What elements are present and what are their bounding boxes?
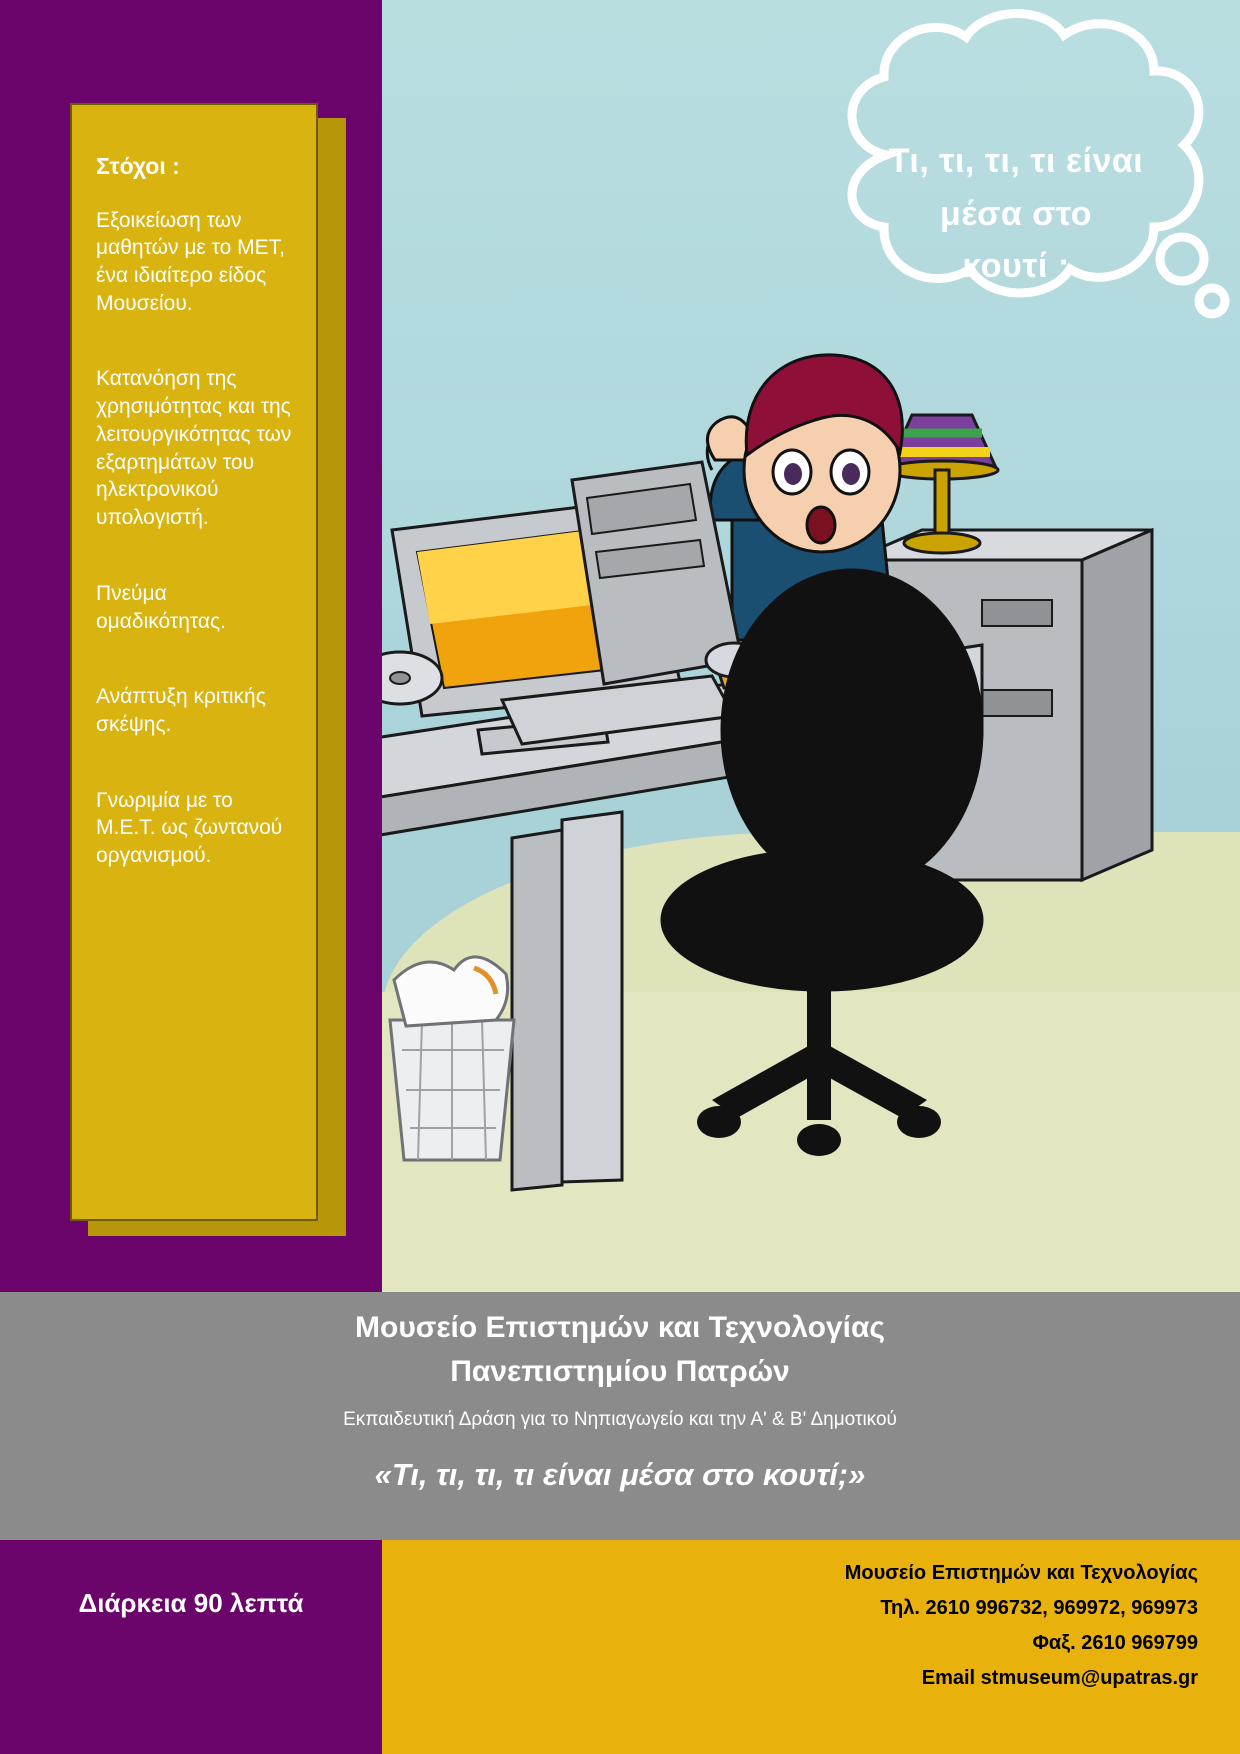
thought-bubble — [782, 5, 1240, 395]
contact-line: Φαξ. 2610 969799 — [1032, 1632, 1198, 1654]
goals-box — [70, 103, 318, 1221]
goals-item: Γνωριμία με το Μ.Ε.Τ. ως ζωντανού οργανισμού. — [96, 788, 283, 868]
title-banner — [0, 1292, 1240, 1540]
illustration-scene — [382, 0, 1240, 1292]
goals-title: Στόχοι : — [96, 153, 180, 179]
goals-item: Εξοικείωση των μαθητών με το ΜΕΤ, ένα ιδιαίτερο είδος Μουσείου. — [96, 208, 285, 315]
banner-title-line1: Μουσείο Επιστημών και Τεχνολογίας — [355, 1311, 885, 1344]
bubble-line-3: κουτί ; — [962, 247, 1070, 286]
wastebasket-icon — [390, 957, 514, 1160]
thought-bubble-text — [782, 135, 1240, 293]
footer-duration-panel — [0, 1540, 382, 1754]
contact-line: Μουσείο Επιστημών και Τεχνολογίας — [844, 1562, 1198, 1584]
goals-item: Ανάπτυξη κριτικής σκέψης. — [96, 685, 266, 736]
bubble-line-1: Τι, τι, τι, τι είναι — [888, 142, 1144, 180]
banner-quote: «Τι, τι, τι, τι είναι μέσα στο κουτί;» — [374, 1457, 866, 1492]
footer-contact-panel — [382, 1540, 1240, 1754]
bubble-line-2: μέσα στο — [939, 194, 1092, 233]
banner-title-line2: Πανεπιστημίου Πατρών — [450, 1354, 790, 1388]
contact-line: Email stmuseum@upatras.gr — [921, 1667, 1198, 1689]
banner-subtitle: Εκπαιδευτική Δράση για το Νηπιαγωγείο και την Α' & Β' Δημοτικού — [343, 1409, 897, 1430]
goals-item: Πνεύμα ομαδικότητας. — [96, 581, 226, 633]
footer-bar — [0, 1540, 1240, 1754]
goals-item: Κατανόηση της χρησιμότητας και της λειτουργικότητας των εξαρτημάτων του ηλεκτρονικού υπολογιστή. — [96, 367, 292, 530]
duration-label: Διάρκεια 90 λεπτά — [78, 1588, 304, 1618]
contact-line: Τηλ. 2610 996732, 969972, 969973 — [880, 1597, 1198, 1619]
